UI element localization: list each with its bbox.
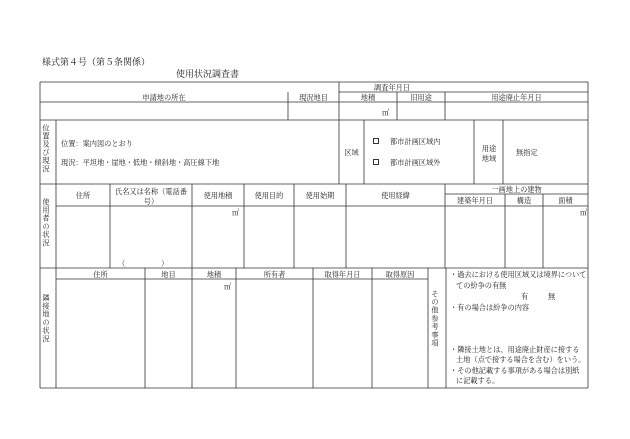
- acquired-date-header: 取得年月日: [324, 270, 361, 279]
- dispute-no: 無: [548, 292, 556, 301]
- note-other-cont: に記載する。: [456, 376, 500, 385]
- current-condition-text: 現況：平坦地・崖地・低地・傾斜地・高圧線下地: [61, 158, 220, 167]
- structure-header: 構造: [516, 196, 532, 205]
- adjacent-section-label: 隣接地の状況: [42, 294, 51, 344]
- adjacent-area-header: 地積: [206, 270, 222, 279]
- acquired-reason-header: 取得原因: [385, 270, 415, 279]
- building-group-header: 一画地上の建物: [491, 185, 542, 194]
- use-start-header: 使用始期: [305, 191, 335, 200]
- survey-date-label: 調査年月日: [374, 83, 410, 92]
- floor-area-unit: ㎡: [580, 208, 588, 217]
- position-text: 位置：案内図のとおり: [61, 139, 133, 148]
- application-location-label: 申請地の所在: [142, 93, 186, 102]
- owner-header: 所有者: [263, 270, 286, 279]
- location-section-label: 位置及び現況: [42, 124, 51, 174]
- user-address-header: 住所: [75, 191, 91, 200]
- zone-label: 区域: [344, 148, 359, 157]
- note-dispute: ・過去における使用区域又は境界について: [450, 270, 587, 279]
- former-use-label: 旧用途: [410, 93, 432, 102]
- area-label: 地積: [360, 93, 376, 102]
- user-section-label: 使用者の状況: [42, 198, 51, 248]
- form-title: 使用状況調査書: [176, 70, 240, 80]
- form-number: 様式第４号（第５条関係）: [42, 58, 151, 68]
- area-unit: ㎡: [382, 108, 390, 117]
- user-name-header: 氏名又は名称（電話番号）: [115, 187, 187, 206]
- floor-area-header: 面積: [558, 196, 573, 205]
- use-history-header: 使用経緯: [381, 191, 410, 200]
- zone-outside-checkbox[interactable]: [373, 159, 379, 165]
- note-adjacent-definition: ・隣接土地とは、用途廃止財産に接する: [450, 345, 580, 354]
- note-dispute-cont: ての紛争の有無: [456, 281, 507, 290]
- other-notes-label: その他参考事項: [431, 290, 440, 348]
- adjacent-land-category-header: 地目: [161, 270, 176, 279]
- zone-inside-checkbox[interactable]: [373, 138, 379, 144]
- current-land-category-label: 現況地目: [299, 93, 328, 102]
- use-area-label: 用途地域: [481, 144, 497, 163]
- note-dispute-detail: ・有の場合は紛争の内容: [450, 303, 530, 312]
- use-end-date-label: 用途廃止年月日: [491, 93, 542, 102]
- zone-inside-label: 都市計画区域内: [390, 137, 441, 146]
- use-purpose-header: 使用目的: [254, 191, 284, 200]
- adjacent-address-header: 住所: [93, 270, 108, 279]
- adjacent-area-unit: ㎡: [224, 282, 232, 291]
- note-other: ・その他記載する事項がある場合は別紙: [450, 366, 580, 375]
- note-adjacent-definition-cont: 土地（点で接する場合を含む）をいう。: [456, 355, 586, 364]
- build-date-header: 建築年月日: [457, 196, 493, 205]
- used-area-unit: ㎡: [232, 208, 240, 217]
- used-area-header: 使用地積: [203, 191, 233, 200]
- use-area-value: 無指定: [516, 148, 538, 157]
- zone-outside-label: 都市計画区域外: [390, 158, 441, 167]
- phone-parens: （ ）: [118, 259, 169, 268]
- dispute-yes: 有: [521, 292, 529, 301]
